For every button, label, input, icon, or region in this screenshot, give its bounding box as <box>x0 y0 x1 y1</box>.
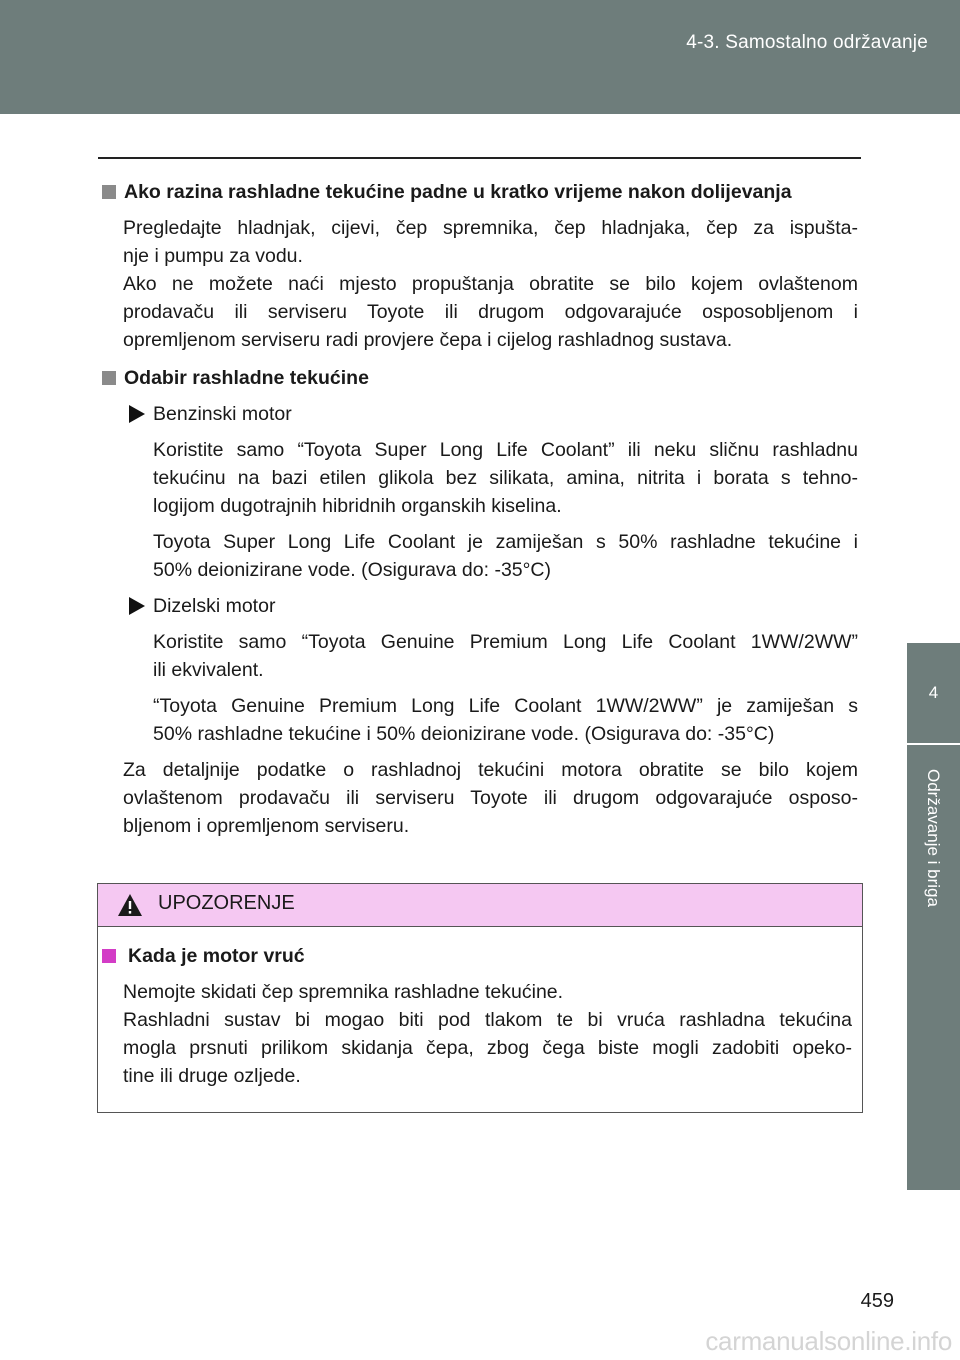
square-bullet-icon <box>102 949 116 963</box>
header-bar <box>0 0 960 114</box>
paragraph: Za detaljnije podatke o rashladnoj tekućini motora obratite se bilo kojem ovlaštenom prodavaču ili serviseru Toyote ili drugom odgovarajuće osposo- bljenom i opremljenom serviseru. <box>123 759 858 837</box>
section-heading: Odabir rashladne tekućine <box>98 364 858 392</box>
main-content <box>98 178 858 847</box>
top-divider <box>98 157 861 159</box>
warning-header <box>98 884 862 927</box>
warning-heading: Kada je motor vruć <box>102 942 858 970</box>
paragraph: “Toyota Genuine Premium Long Life Coolant 1WW/2WW” je zamiješan s 50% rashladne tekućine i 50% deionizirane vode. (Osigurava do: -35°C) <box>153 695 858 745</box>
paragraph: Koristite samo “Toyota Genuine Premium Long Life Coolant 1WW/2WW” ili ekvivalent. <box>153 631 858 681</box>
paragraph: Koristite samo “Toyota Super Long Life Coolant” ili neku sličnu rashladnu tekućinu na bazi etilen glikola bez silikata, amina, nitrita i borata s tehno- logijom dugotrajnih hibridnih organskih kiselina. <box>153 439 858 517</box>
warning-box <box>97 883 863 1113</box>
paragraph: Pregledajte hladnjak, cijevi, čep spremnika, čep hladnjaka, čep za ispušta- nje i pumpu za vodu. Ako ne možete naći mjesto propuštanja obratite se bilo kojem ovlaštenom prodavaču ili serviseru Toyote ili drugom odgovarajuće osposobljenom i opremljenom serviseru radi provjere čepa i cijelog rashladnog sustava. <box>123 217 858 351</box>
engine-type-heading: Benzinski motor <box>125 400 858 428</box>
page-number: 459 <box>860 1290 894 1312</box>
chapter-number-tab[interactable]: 4 <box>907 643 960 743</box>
watermark: carmanualsonline.info <box>705 1326 952 1356</box>
section-title: 4-3. Samostalno održavanje <box>686 32 928 53</box>
paragraph: Toyota Super Long Life Coolant je zamiješan s 50% rashladne tekućine i 50% deionizirane vode. (Osigurava do: -35°C) <box>153 531 858 581</box>
square-bullet-icon <box>102 185 116 199</box>
square-bullet-icon <box>102 371 116 385</box>
triangle-bullet-icon <box>129 405 145 423</box>
warning-body <box>98 942 858 1097</box>
engine-type-heading: Dizelski motor <box>125 592 858 620</box>
warning-title: UPOZORENJE <box>158 892 295 914</box>
triangle-bullet-icon <box>129 597 145 615</box>
chapter-label-tab[interactable] <box>907 745 960 1190</box>
chapter-label: Održavanje i briga <box>924 769 943 907</box>
warning-paragraph: Nemojte skidati čep spremnika rashladne tekućine. Rashladni sustav bi mogao biti pod tlakom te bi vruća rashladna tekućina mogla prsnuti prilikom skidanja čepa, zbog čega biste mogli zadobiti opeko- tine ili druge ozljede. <box>123 981 852 1087</box>
warning-triangle-icon <box>117 893 143 917</box>
section-heading: Ako razina rashladne tekućine padne u kratko vrijeme nakon dolijevanja <box>98 178 858 206</box>
